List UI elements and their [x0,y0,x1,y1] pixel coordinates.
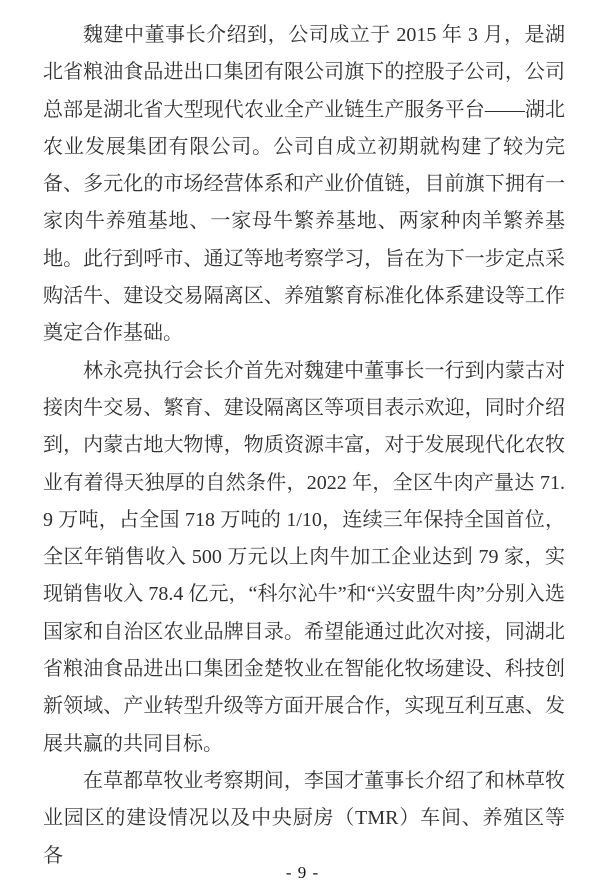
paragraph-welcome-remarks: 林永亮执行会长介首先对魏建中董事长一行到内蒙古对接肉牛交易、繁育、建设隔离区等项目表示欢迎，同时介绍到，内蒙古地大物博，物质资源丰富，对于发展现代化农牧业有着得天独厚的自然条件，2022 年，全区牛肉产量达 71.9 万吨，占全国 718 万吨的 1/10，连续三年保持全国首位，全区年销售收入 500 万元以上肉牛加工企业达到 79 家，实现销售收入 78.4 亿元，“科尔沁牛”和“兴安盟牛肉”分别入选国家和自治区农业品牌目录。希望能通过此次对接，同湖北省粮油食品进出口集团金楚牧业在智能化牧场建设、科技创新领域、产业转型升级等方面开展合作，实现互利互惠、发展共赢的共同目标。 [43,359,565,755]
paragraph-company-introduction: 魏建中董事长介绍到，公司成立于 2015 年 3 月，是湖北省粮油食品进出口集团有限公司旗下的控股子公司，公司总部是湖北省大型现代农业全产业链生产服务平台——湖北农业发展集团有限公司。公司自成立初期就构建了较为完备、多元化的市场经营体系和产业价值链，目前旗下拥有一家肉牛养殖基地、一家母牛繁养基地、两家种肉羊繁养基地。此行到呼市、通辽等地考察学习，旨在为下一步定点采购活牛、建设交易隔离区、养殖繁育标准化体系建设等工作奠定合作基础。 [43,24,565,345]
paragraph-site-visit: 在草都草牧业考察期间，李国才董事长介绍了和林草牧业园区的建设情况以及中央厨房（TMR）车间、养殖区等各 [43,769,565,867]
document-body [43,17,565,875]
page-number: - 9 - [285,863,320,882]
